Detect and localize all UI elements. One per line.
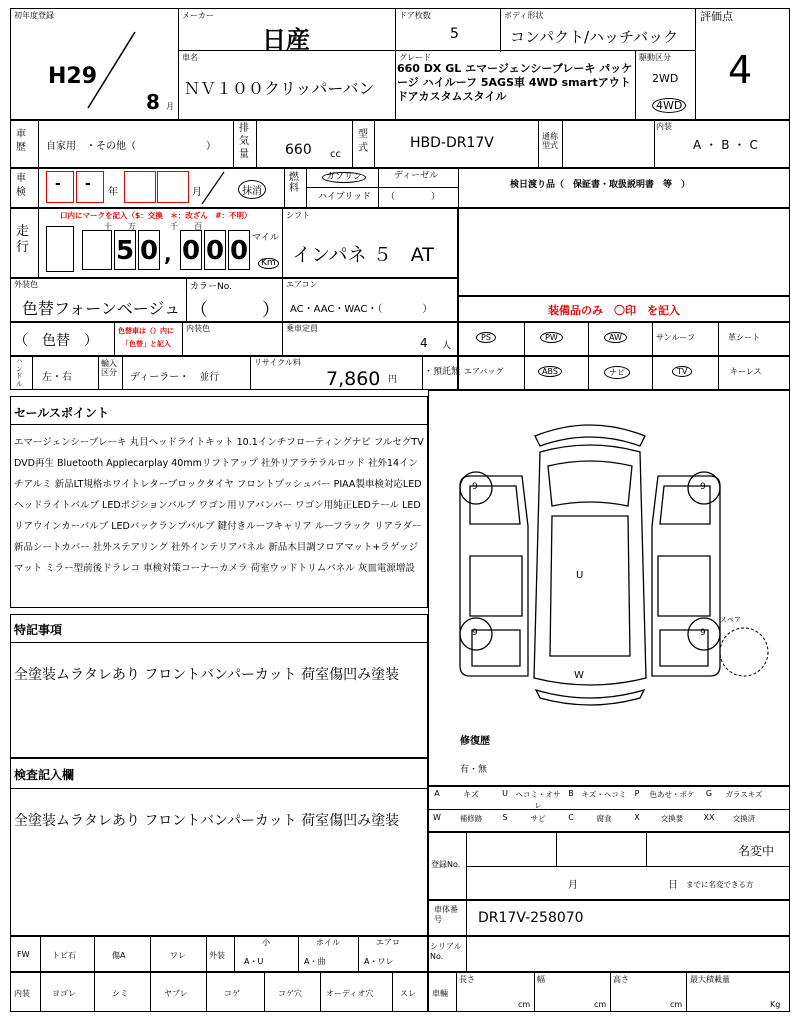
mileage-digit-6[interactable]: 0 xyxy=(228,230,250,270)
displacement-value: 660 xyxy=(285,142,312,158)
ac-label: エアコン xyxy=(286,280,318,289)
recycle-unit: 円 xyxy=(388,375,398,385)
capacity-unit: 人 xyxy=(442,341,452,351)
wheel-label: ホイル xyxy=(316,938,340,947)
mileage-digit-2[interactable]: 5 xyxy=(114,230,136,270)
doors-label: ドア枚数 xyxy=(399,11,431,20)
mileage-note: 口内にマークを記入（$：交換 ＊：改ざん #：不明） xyxy=(60,211,252,220)
mileage-unit-mile: マイル xyxy=(252,233,279,243)
shift-label: シフト xyxy=(286,211,310,220)
equip-note: 装備品のみ 〇印 を記入 xyxy=(548,304,680,317)
width-label: 幅 xyxy=(537,975,545,984)
int-item-wear[interactable]: スレ xyxy=(400,989,416,998)
mileage-label: 走行 xyxy=(16,224,30,255)
unit-hyaku: 百 xyxy=(194,222,202,231)
fw-item-stone[interactable]: トビ石 xyxy=(52,951,76,960)
inspection-slash xyxy=(198,170,228,206)
inspection-year-suffix: 年 xyxy=(108,187,118,198)
ac-value: AC・AAC・WAC・（ ） xyxy=(290,304,433,315)
roof-mark: U xyxy=(576,570,584,581)
reg-no-label: 登録No. xyxy=(431,860,461,869)
ext-color-label: 外装色 xyxy=(14,280,38,289)
car-diagram[interactable] xyxy=(440,416,740,712)
int-item-burn[interactable]: コゲ xyxy=(224,989,240,998)
legend-code: S xyxy=(502,813,508,822)
legend-desc: ガラスキズ xyxy=(725,790,763,799)
height-unit: cm xyxy=(670,1000,683,1009)
special-title: 特記事項 xyxy=(14,623,63,637)
inspection-notes-box xyxy=(10,758,428,936)
equip-ps[interactable]: PS xyxy=(476,332,496,343)
inspection-dash-1: - xyxy=(55,176,61,192)
repaint-note-1: 色替車は（）内に xyxy=(118,327,174,335)
serial-label: シリアルNo. xyxy=(430,942,462,961)
int-item-tear[interactable]: ヤブレ xyxy=(164,989,188,998)
history-label: 車歴 xyxy=(16,129,26,153)
fuel-other: （ ） xyxy=(386,192,441,202)
ext-label: 外装 xyxy=(209,951,225,960)
docs-area[interactable] xyxy=(458,208,790,296)
name-value: ＮＶ１００クリッパーバン xyxy=(184,79,375,98)
chassis-value: DR17V-258070 xyxy=(478,910,584,926)
small-value[interactable]: A・U xyxy=(244,957,264,966)
sales-points-title: セールスポイント xyxy=(14,406,109,420)
mileage-digit-3[interactable]: 0 xyxy=(138,230,160,270)
small-label: 小 xyxy=(262,938,270,947)
legend-desc: サビ xyxy=(530,814,546,823)
fw-item-scratch[interactable]: 傷A xyxy=(112,951,126,960)
inspection-month-suffix: 月 xyxy=(192,187,202,198)
int-item-stain[interactable]: シミ xyxy=(112,989,128,998)
legend-desc: 腐食 xyxy=(596,814,612,823)
mileage-unit-km: Km xyxy=(258,258,279,269)
repaint-note-2: 「色替」と記入 xyxy=(122,340,171,348)
equip-tv[interactable]: TV xyxy=(672,366,692,377)
reg-month-suffix: 月 xyxy=(166,102,174,111)
maker-value: 日産 xyxy=(262,26,310,54)
special-text[interactable]: 全塗装ムラタレあり フロントバンパーカット 荷室傷凹み塗装 xyxy=(14,667,400,683)
handle-value: 左・右 xyxy=(42,372,72,383)
legend-desc: キズ xyxy=(463,790,479,799)
recycle-deposit: ・預託無 xyxy=(424,367,461,377)
import-value: ディーラー・ 並行 xyxy=(130,372,220,383)
unit-sen: 千 xyxy=(170,222,178,231)
legend-code: B xyxy=(568,789,574,798)
inspection-notes-title: 検査記入欄 xyxy=(14,768,75,782)
aero-value[interactable]: A・ワレ xyxy=(364,957,394,966)
fw-item-crack[interactable]: ワレ xyxy=(170,951,186,960)
model-value: HBD-DR17V xyxy=(410,135,494,151)
unit-ten: 十 xyxy=(104,222,112,231)
legend-desc: ヘコミ・オサレ xyxy=(515,790,561,810)
drive-label: 駆動区分 xyxy=(639,53,671,62)
mileage-comma: , xyxy=(164,242,172,266)
legend-desc: 交換要 xyxy=(660,814,684,823)
legend-desc: キズ・ヘコミ xyxy=(581,790,627,799)
legend-code: XX xyxy=(703,813,715,822)
inspection-month-box-1[interactable] xyxy=(124,171,156,203)
maker-label: メーカー xyxy=(182,11,214,20)
rear-mark: W xyxy=(574,670,584,681)
mileage-digit-5[interactable]: 0 xyxy=(204,230,226,270)
legend-code: C xyxy=(568,813,574,822)
mileage-digit-1[interactable] xyxy=(46,226,74,272)
fuel-label: 燃料 xyxy=(289,172,299,194)
tire-mark-fr: 9 xyxy=(700,482,706,492)
grade-value: 660 DX GL エマージェンシーブレーキ パッケージ ハイルーフ 5AGS車 4WD smartアウトドアカスタムスタイル xyxy=(397,62,633,103)
equip-navi[interactable]: ナビ xyxy=(604,366,630,379)
doors-value: 5 xyxy=(450,26,459,42)
unit-man: 万 xyxy=(128,222,136,231)
inspection-notes-text[interactable]: 全塗装ムラタレあり フロントバンパーカット 荷室傷凹み塗装 xyxy=(14,813,400,829)
mileage-blank-box xyxy=(82,230,112,270)
fuel-diesel: ディーゼル xyxy=(394,171,439,181)
displacement-label: 排気量 xyxy=(239,123,249,160)
body-value: コンパクト/ハッチバック xyxy=(510,28,679,46)
length-label: 長さ xyxy=(459,975,475,984)
chassis-label: 車体番号 xyxy=(434,905,458,924)
grade-label: グレード xyxy=(399,53,431,62)
repair-label: 修復歴 xyxy=(460,736,490,747)
legend-code: W xyxy=(433,813,441,822)
equip-airbag[interactable]: エアバッグ xyxy=(464,367,504,376)
int-label: 内装 xyxy=(14,989,30,998)
deadline-month: 月 xyxy=(568,880,578,891)
tire-mark-fl: 9 xyxy=(472,482,478,492)
score-label: 評価点 xyxy=(700,10,733,23)
recycle-label: リサイクル料 xyxy=(254,358,301,367)
legend-code: G xyxy=(705,789,713,798)
int-color-label: 内装色 xyxy=(186,324,210,333)
inspection-label: 車検 xyxy=(16,173,26,198)
equip-keyless[interactable]: キーレス xyxy=(730,367,762,376)
interior-label: 内装 xyxy=(656,122,672,131)
size-row xyxy=(428,972,790,1012)
equip-pw[interactable]: PW xyxy=(540,332,563,343)
legend-code: A xyxy=(434,789,440,798)
int-item-audio-hole[interactable]: オーディオ穴 xyxy=(326,989,374,998)
load-label: 最大積載量 xyxy=(690,975,730,984)
width-unit: cm xyxy=(594,1000,607,1009)
wheel-value[interactable]: A・曲 xyxy=(304,957,326,966)
inspection-expired: 抹消 xyxy=(238,180,266,199)
equip-sunroof[interactable]: サンルーフ xyxy=(656,333,695,342)
fuel-hybrid: ハイブリッド xyxy=(318,192,372,202)
handle-label: ハンドル xyxy=(16,357,23,388)
legend-code: U xyxy=(502,789,508,798)
name-change: 名変中 xyxy=(738,844,775,858)
reg-month: 8 xyxy=(146,90,160,114)
int-item-dirt[interactable]: ヨゴレ xyxy=(52,989,76,998)
recycle-value: 7,860 xyxy=(326,368,381,390)
spare-tire-icon xyxy=(710,620,780,680)
legend-desc: 交換済 xyxy=(732,814,756,823)
int-item-burn-hole[interactable]: コゲ穴 xyxy=(278,989,302,998)
reg-label: 初年度登録 xyxy=(14,11,54,20)
equip-aw[interactable]: AW xyxy=(604,332,627,343)
inspection-month-box-2[interactable] xyxy=(157,171,189,203)
sales-points-text: エマージェンシーブレーキ 丸目ヘッドライトキット 10.1インチフローティングナビ フルセグTV DVD再生 Bluetooth Applecarplay 40mmリフトアップ 社外リアラテラルロッド 社外14インチアルミ 新品LT規格ホワイトレターブロックタイヤ フロントプッシュバー PIAA製車検対応LEDヘッドライトバルブ LEDポジションバルブ ワゴン用リアバンパー ワゴン用純正LEDテール LEDリアウインカーバルブ LEDバックランプバルブ 鍵付きルーフキャリア ルーフラック リアラダー 新品シートカバー 社外ステアリング 社外インテリアパネル 新品木目調フロアマット+ラゲッジマット ミラー型前後ドラレコ 車検対策コーナーカメラ 荷室ウッドトリムパネル 灰皿電源增設 xyxy=(14,437,424,574)
model-label: 型式 xyxy=(358,129,368,154)
length-unit: cm xyxy=(518,1000,531,1009)
legend-row-2 xyxy=(430,813,790,831)
legend-row-1 xyxy=(430,789,790,810)
repaint-value: （ 色替 ） xyxy=(14,333,98,349)
color-no-value: （ ） xyxy=(190,300,280,321)
color-no-label: カラーNo. xyxy=(190,282,232,292)
import-label: 輸入区分 xyxy=(101,359,117,377)
reg-slash xyxy=(80,30,140,110)
common-model-label: 通称型式 xyxy=(542,132,558,150)
name-label: 車名 xyxy=(182,53,198,62)
capacity-label: 乗車定員 xyxy=(286,324,318,333)
legend-desc: 補修跡 xyxy=(459,814,483,823)
serial-box xyxy=(428,936,790,972)
reg-year: H29 xyxy=(48,64,98,89)
score-value: 4 xyxy=(728,48,753,92)
aero-label: エアロ xyxy=(376,938,400,947)
interior-value: A・B・C xyxy=(693,138,762,152)
tire-mark-rl: 9 xyxy=(472,628,478,638)
equip-leather[interactable]: 革シート xyxy=(728,333,760,342)
size-label: 車輛 xyxy=(432,989,448,998)
fuel-gasoline: ガソリン xyxy=(322,172,366,183)
equip-abs[interactable]: ABS xyxy=(538,366,562,377)
spare-label: スペア xyxy=(720,616,741,624)
docs-label: 検日渡り品（ 保証書・取扱説明書 等 ） xyxy=(510,180,691,190)
legend-code: X xyxy=(634,813,640,822)
tire-mark-rr: 9 xyxy=(700,628,706,638)
legend-code: P xyxy=(634,789,640,798)
load-unit: Kg xyxy=(770,1000,781,1009)
fw-label: FW xyxy=(17,950,30,959)
shift-value: インパネ ５ AT xyxy=(292,244,434,266)
body-label: ボディ形状 xyxy=(504,11,544,20)
drive-4wd: 4WD xyxy=(652,98,686,113)
repair-value[interactable]: 有・無 xyxy=(460,765,488,775)
height-label: 高さ xyxy=(613,975,629,984)
legend-desc: 色あせ・ボケ xyxy=(649,790,695,799)
drive-2wd: 2WD xyxy=(652,72,679,85)
capacity-value: 4 xyxy=(420,336,428,350)
deadline-note: までに名変できる方 xyxy=(686,880,754,889)
deadline-day: 日 xyxy=(668,880,678,891)
inspection-dash-2: - xyxy=(85,176,91,192)
ext-color-value: 色替フォーンベージュ xyxy=(22,299,181,318)
mileage-digit-4[interactable]: 0 xyxy=(180,230,202,270)
history-value: 自家用 ・その他（ ） xyxy=(46,141,216,152)
displacement-unit: cc xyxy=(330,149,341,160)
